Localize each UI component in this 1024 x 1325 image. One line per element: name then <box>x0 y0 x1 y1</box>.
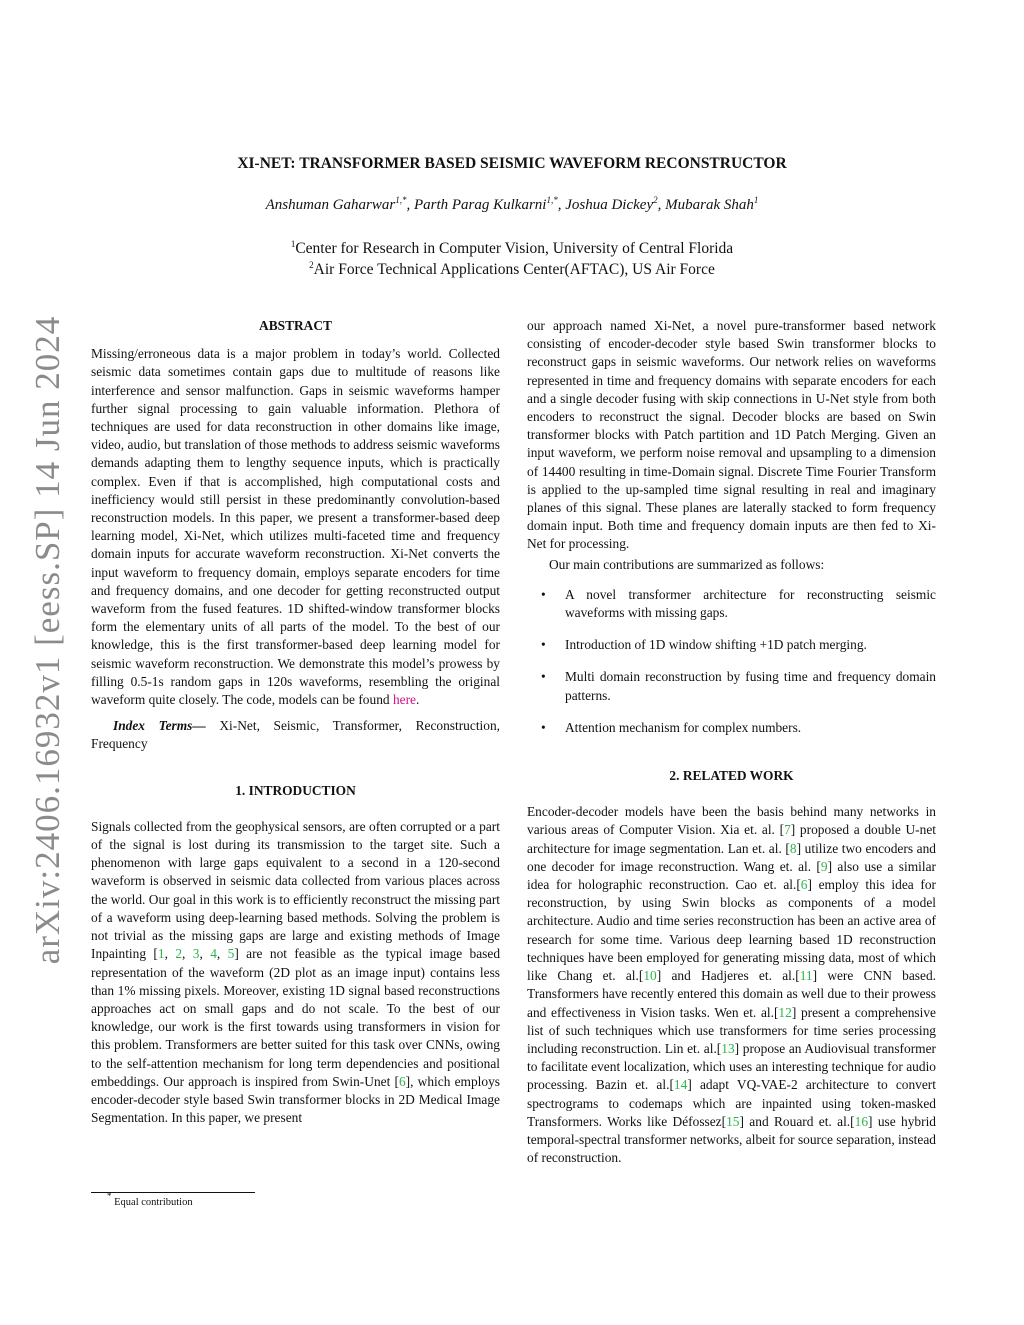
author-name: Anshuman Gaharwar <box>265 197 396 213</box>
affiliation: $^1$Center for Research in Computer Vision, University of Central Florida <box>290 239 734 257</box>
list-item: • Multi domain reconstruction by fusing time and frequency domain patterns. <box>565 668 936 704</box>
author-affiliation-mark: 1 <box>753 195 759 205</box>
citation-link[interactable]: 13 <box>721 1040 735 1056</box>
citation-link[interactable]: 1 <box>157 946 165 962</box>
citation-link[interactable]: 11 <box>799 968 813 984</box>
right-column <box>527 317 936 1167</box>
list-item: • A novel transformer architecture for reconstructing seismic waveforms with missing gaps. <box>565 586 936 622</box>
citation-link[interactable]: 7 <box>784 822 791 838</box>
contributions-list <box>527 586 936 737</box>
abstract-text: Missing/erroneous data is a major problem in today’s world. Collected seismic data sometimes contain gaps due to multitude of reasons like interference and sensor malfunction. Gaps in seismic waveforms hamper further signal processing to gain valuable information. Plethora of techniques are used for data reconstruction in other domains like image, video, audio, but translation of those methods to address seismic waveforms demands adapting them to lengthy sequence inputs, which is practically complex. Even if that is accomplished, high computational costs and inefficiency would still persist in these predominantly convolution-based reconstruction models. In this paper, we present a transformer-based deep learning model, Xi-Net, which utilizes multi-faceted time and frequency domain inputs for accurate waveform reconstruction. Xi-Net converts the input waveform to frequency domain, employs separate encoders for time and frequency domains, and one decoder for getting reconstructed output waveform from the fused features. 1D shifted-window transformer blocks form the elementary units of all parts of the model. To the best of our knowledge, this is the first transformer-based deep learning model for seismic waveform reconstruction. We demonstrate this model’s prowess by filling 0.5-1s random gaps in 120s waveforms, resembling the original waveform quite closely. The code, models can be found here. <box>91 346 500 708</box>
left-column <box>91 317 500 1127</box>
author-list: Anshuman Gaharwar$^{1,*}$, Parth Parag Kulkarni$^{1,*}$, Joshua Dickey$^2$, Mubarak Shah$^1$ <box>265 195 759 213</box>
code-link[interactable]: here <box>392 692 416 708</box>
citation-link[interactable]: 5 <box>227 946 235 962</box>
citation-link[interactable]: 10 <box>643 968 657 984</box>
citation-link[interactable]: 2 <box>175 946 183 962</box>
contributions-intro: Our main contributions are summarized as follows: <box>549 556 825 572</box>
author-affiliation-mark: 2 <box>653 195 658 205</box>
introduction-text: Signals collected from the geophysical sensors, are often corrupted or a part of the signal is lost during its transmission to the target site. Such a phenomenon with large gaps equivalent to a second in a 120-second waveform is observed in seismic data collected from various places across the world. Our goal in this work is to efficiently reconstruct the missing part of a waveform using deep-learning based methods. Solving the problem is not trivial as the missing gaps are large and existing methods of Image Inpainting [1, 2, 3, 4, 5] are not feasible as the typical image based representation of the waveform (2D plot as an image input) contains less than 1% missing pixels. Moreover, existing 1D signal based reconstructions approaches act on small gaps and do not scale. To the best of our knowledge, our work is the first towards using transformers in vision for this problem. Transformers are better suited for this task over CNNs, owing to the self-attention mechanism for long term dependencies and positional embeddings. Our approach is inspired from Swin-Unet [6], which employs encoder-decoder style based Swin transformer blocks in 2D Medical Image Segmentation. In this paper, we present <box>91 818 501 1126</box>
list-item: • Attention mechanism for complex numbers. <box>565 719 936 737</box>
related-work-text: Encoder-decoder models have been the basis behind many networks in various areas of Computer Vision. Xia et. al. [7] proposed a double U-net architecture for image segmentation. Lan et. al. [8] utilize two encoders and one decoder for image reconstruction. Wang et. al. [9] also use a similar idea for holographic reconstruction. Cao et. al.[6] employ this idea for reconstruction, by using Swin blocks as components of a model architecture. Audio and time series reconstruction has been an active area of research for some time. Various deep learning based 1D reconstruction techniques have been employed for generating missing data, most of which like Chang et. al.[10] and Hadjeres et. al.[11] were CNN based. Transformers have recently entered this domain as well due to their prowess and effectiveness in Vision tasks. Wen et. al.[12] present a comprehensive list of such techniques which use transformers for time series processing including reconstruction. Lin et. al.[13] propose an Audiovisual transformer to facilitate event localization, which uses an interesting technique for audio processing. Bazin et. al.[14] adapt VQ-VAE-2 architecture to convert spectrograms to codemaps which are inpainted using token-masked Transformers. Works like Défossez[15] and Rouard et. al.[16] use hybrid temporal-spectral transformer networks, albeit for source separation, instead of reconstruction. <box>527 804 937 1166</box>
footnote: * Equal contribution <box>107 1191 193 1208</box>
footnote-divider <box>91 1192 255 1193</box>
author-affiliation-mark: 1,* <box>395 195 407 205</box>
affiliation-list <box>0 238 1024 280</box>
author-name: Mubarak Shah <box>665 197 754 213</box>
citation-link[interactable]: 12 <box>778 1004 792 1020</box>
related-work-heading: 2. RELATED WORK <box>669 768 794 784</box>
abstract-heading: ABSTRACT <box>259 318 332 333</box>
citation-link[interactable]: 15 <box>726 1113 740 1129</box>
citation-link[interactable]: 14 <box>673 1077 688 1093</box>
citation-link[interactable]: 9 <box>820 858 828 874</box>
author-affiliation-mark: 1,* <box>546 195 558 205</box>
index-terms: Index Terms— Xi-Net, Seismic, Transformer, Reconstruction, Frequency <box>91 718 500 752</box>
citation-link[interactable]: 3 <box>192 946 200 962</box>
index-terms-label: Index Terms— <box>113 718 206 734</box>
introduction-text-continued: our approach named Xi-Net, a novel pure-transformer based network consisting of encoder-decoder style based Swin transformer blocks to reconstruct gaps in seismic waveforms. Our network relies on waveforms represented in time and frequency domains with separate encoders for each and a single decoder fusing with skip connections in U-Net style from both encoders to reconstruct the signal. Decoder blocks are based on Swin transformer blocks with Patch partition and 1D Patch Merging. Given an input waveform, we perform noise removal and upsampling to a dimension of 14400 resulting in time-Domain signal. Discrete Time Fourier Transform is applied to the up-sampled time signal resulting in real and imaginary planes of this signal. These planes are laterally stacked to form frequency domain input. Both time and frequency domain inputs are then fed to Xi-Net for processing. <box>527 318 936 552</box>
introduction-heading: 1. INTRODUCTION <box>235 782 356 798</box>
citation-link[interactable]: 8 <box>789 840 797 856</box>
author-name: Joshua Dickey <box>565 197 654 213</box>
author-name: Parth Parag Kulkarni <box>413 197 547 213</box>
paper-title: XI-NET: TRANSFORMER BASED SEISMIC WAVEFORM RECONSTRUCTOR <box>237 155 787 172</box>
citation-link[interactable]: 16 <box>854 1113 869 1129</box>
citation-link[interactable]: 4 <box>210 946 217 962</box>
citation-link[interactable]: 6 <box>800 877 808 893</box>
citation-link[interactable]: 6 <box>398 1073 406 1089</box>
list-item: • Introduction of 1D window shifting +1D patch merging. <box>565 636 936 654</box>
affiliation: $^2$Air Force Technical Applications Center(AFTAC), US Air Force <box>309 260 715 278</box>
arxiv-identifier-stamp: arXiv:2406.16932v1 [eess.SP] 14 Jun 2024 <box>28 315 67 965</box>
